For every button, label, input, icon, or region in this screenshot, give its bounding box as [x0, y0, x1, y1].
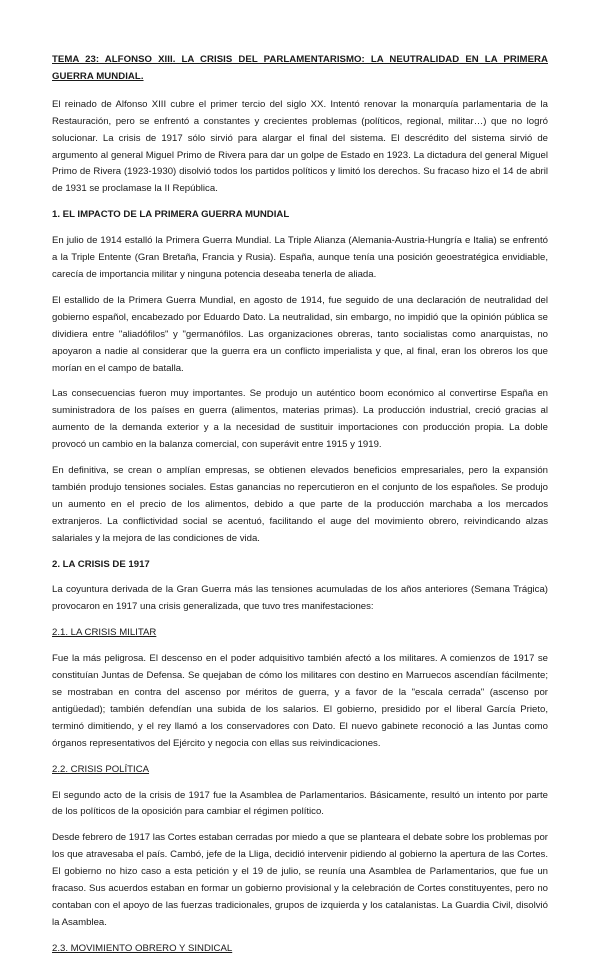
subsection-2-2-paragraph: Desde febrero de 1917 las Cortes estaban cerradas por miedo a que se planteara el debate sobre los problemas por los que atravesaba el país. Cambó, jefe de la Lliga, decidió intervenir pidiendo al gobierno la apertura de las Cortes. El gobierno no hizo caso a esta petición y el 19 de julio, se reunía una Asamblea de Parlamentarios, que fue un fracaso. Sus acuerdos estaban en formar un gobierno provisional y la celebración de Cortes constituyentes, pero no contaban con el apoyo de las fuerzas tradicionales, grupos de izquierda y los catalanistas. La Guardia Civil, disolvió la Asamblea. [52, 832, 548, 928]
section-heading-2: 2. LA CRISIS DE 1917 [52, 558, 150, 570]
subsection-heading-2-3: 2.3. MOVIMIENTO OBRERO Y SINDICAL [52, 942, 233, 954]
subsection-heading-2-2: 2.2. CRISIS POLÍTICA [52, 763, 150, 775]
section2-intro: La coyuntura derivada de la Gran Guerra más las tensiones acumuladas de los años anteriores (Semana Trágica) provocaron en 1917 una crisis generalizada, que tuvo tres manifestaciones: [52, 584, 548, 613]
section1-paragraph: En definitiva, se crean o amplían empresas, se obtienen elevados beneficios empresariales, pero la expansión también produjo tensiones sociales. Estas ganancias no repercutieron en el conjunto de los españoles. Se produjo un aumento en el precio de los alimentos, debido a que parte de la producción marchaba a los mercados extranjeros. La conflictividad social se acentuó, facilitando el auge del movimiento obrero, reivindicando alzas salariales y la mejora de las condiciones de vida. [52, 465, 548, 544]
intro-paragraph: El reinado de Alfonso XIII cubre el primer tercio del siglo XX. Intentó renovar la monarquía parlamentaria de la Restauración, pero se enfrentó a constantes y crecientes problemas (políticos, regional, militar…) que no logró solucionar. La crisis de 1917 sólo sirvió para alargar el final del sistema. El descrédito del sistema sirvió de argumento al general Miguel Primo de Rivera para dar un golpe de Estado en 1923. La dictadura del general Miguel Primo de Rivera (1923-1930) disolvió todos los partidos políticos y limitó los derechos. Su fracaso hizo el 14 de abril de 1931 se proclamase la II República. [52, 98, 548, 195]
section1-paragraph: En julio de 1914 estalló la Primera Guerra Mundial. La Triple Alianza (Alemania-Austria-Hungría e Italia) se enfrentó a la Triple Entente (Gran Bretaña, Francia y Rusia). España, aunque tenía una posición geoestratégica envidiable, carecía de importancia militar y ninguna potencia deseaba tenerla de aliada. [52, 235, 548, 280]
subsection-2-1-paragraph: Fue la más peligrosa. El descenso en el poder adquisitivo también afectó a los militares. A comienzos de 1917 se constituían Juntas de Defensa. Se quejaban de cómo los militares con destino en Marruecos ascendían fácilmente; se mostraban en contra del ascenso por méritos de guerra, y a favor de la "escala cerrada" (ascenso por antigüedad); también defendían una subida de los salarios. El gobierno, presidido por el liberal García Prieto, terminó dimitiendo, y el rey llamó a los conservadores con Dato. El nuevo gabinete reconoció a las Juntas como órganos representativos del Ejército y negocia con ellas sus reivindicaciones. [52, 653, 548, 749]
section-heading-1: 1. EL IMPACTO DE LA PRIMERA GUERRA MUNDIAL [52, 209, 290, 221]
subsection-2-2-paragraph: El segundo acto de la crisis de 1917 fue la Asamblea de Parlamentarios. Básicamente, resultó un intento por parte de los políticos de la oposición para cambiar el régimen político. [52, 789, 548, 818]
subsection-heading-2-1: 2.1. LA CRISIS MILITAR [52, 627, 157, 639]
section1-paragraph: El estallido de la Primera Guerra Mundial, en agosto de 1914, fue seguido de una declaración de neutralidad del gobierno español, encabezado por Eduardo Dato. La neutralidad, sin embargo, no impidió que la opinión pública se dividiera entre "aliadófilos" y "germanófilos. Las organizaciones obreras, tanto socialistas como anarquistas, no apoyaron a nadie al considerar que la guerra era un conflicto imperialista y que, al final, eran los obreros los que morían en el campo de batalla. [52, 294, 548, 374]
document-title: TEMA 23: ALFONSO XIII. LA CRISIS DEL PARLAMENTARISMO: LA NEUTRALIDAD EN LA PRIMERA GUERRA MUNDIAL. [52, 54, 548, 82]
section1-paragraph: Las consecuencias fueron muy importantes. Se produjo un auténtico boom económico al convertirse España en suministradora de los países en guerra (alimentos, materias primas). La producción industrial, creció gracias al aumento de la demanda exterior y a la necesidad de sustituir importaciones con producción propia. La doble provocó un cambio en la balanza comercial, con superávit entre 1915 y 1919. [52, 388, 548, 451]
